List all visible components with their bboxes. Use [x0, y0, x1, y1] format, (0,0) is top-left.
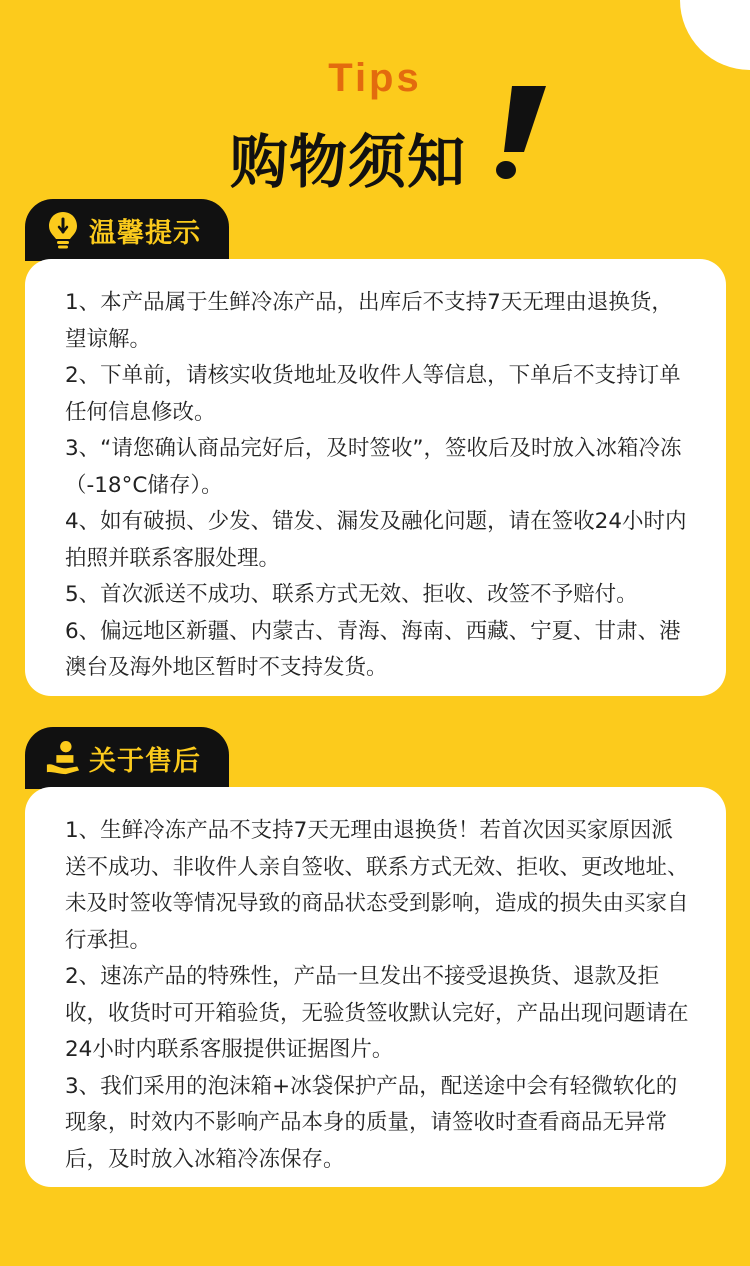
customer-service-icon: [45, 738, 81, 778]
list-item: 1、生鲜冷冻产品不支持7天无理由退换货！若首次因买家原因派送不成功、非收件人亲自签收、联系方式无效、拒收、更改地址、未及时签收等情况导致的商品状态受到影响，造成的损失由买家自行承担。: [65, 818, 689, 953]
list-item: 6、偏远地区新疆、内蒙古、青海、海南、西藏、宁夏、甘肃、港澳台及海外地区暂时不支持发货。: [65, 618, 681, 680]
page-title: 购物须知: [230, 128, 467, 196]
section-title: 关于售后: [89, 745, 201, 777]
list-item: 3、“请您确认商品完好后，及时签收”，签收后及时放入冰箱冷冻（-18°C储存）。: [65, 436, 682, 498]
list-item: 3、我们采用的泡沫箱+冰袋保护产品，配送途中会有轻微软化的现象，时效内不影响产品本身的质量，请签收时查看商品无异常后，及时放入冰箱冷冻保存。: [65, 1073, 678, 1172]
list-item: 5、首次派送不成功、联系方式无效、拒收、改签不予赔付。: [65, 582, 638, 607]
list-item: 1、本产品属于生鲜冷冻产品，出库后不支持7天无理由退换货，望谅解。: [65, 290, 673, 352]
list-item: 2、速冻产品的特殊性，产品一旦发出不接受退换货、退款及拒收，收货时可开箱验货，无验货签收默认完好，产品出现问题请在24小时内联系客服提供证据图片。: [65, 964, 689, 1062]
list-item: 2、下单前，请核实收货地址及收件人等信息，下单后不支持订单任何信息修改。: [65, 363, 681, 425]
after-sales-card: [25, 787, 726, 1187]
exclamation-icon: [490, 82, 550, 182]
section-tab-tips: [25, 199, 229, 261]
lightbulb-icon: [45, 210, 81, 250]
section-title: 温馨提示: [89, 217, 201, 249]
section-tab-after-sales: [25, 727, 229, 789]
list-item: 4、如有破损、少发、错发、漏发及融化问题，请在签收24小时内拍照并联系客服处理。: [65, 509, 687, 571]
tips-card: [25, 259, 726, 696]
tips-heading: Tips: [328, 56, 422, 100]
